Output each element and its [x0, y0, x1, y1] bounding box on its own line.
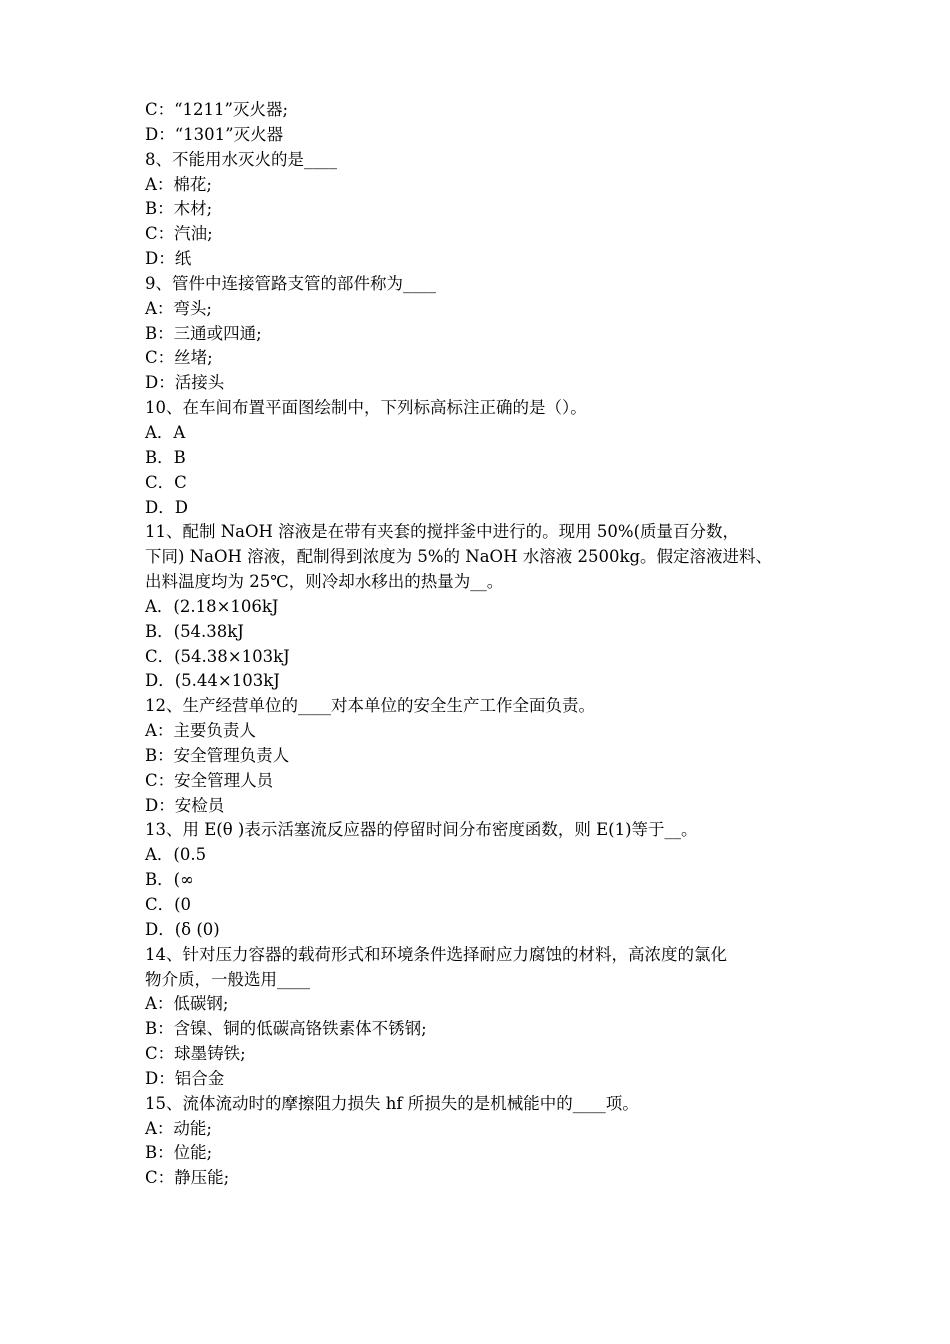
question-line: 13、用 E(θ )表示活塞流反应器的停留时间分布密度函数，则 E(1)等于__。 — [145, 820, 698, 840]
question-line: 14、针对压力容器的载荷形式和环境条件选择耐应力腐蚀的材料，高浓度的氯化 — [145, 944, 727, 964]
question-line: 出料温度均为 25℃，则冷却水移出的热量为__。 — [145, 572, 504, 592]
option-line: B：木材; — [145, 199, 213, 219]
option-line: D．(5.44×103kJ — [145, 671, 280, 691]
option-line: A．(0.5 — [145, 845, 207, 865]
question-line: 10、在车间布置平面图绘制中，下列标高标注正确的是（）。 — [145, 398, 587, 418]
option-line: C：“1211”灭火器; — [145, 100, 289, 119]
question-line: 8、不能用水灭火的是____ — [145, 149, 337, 169]
option-line: C．C — [145, 472, 187, 492]
option-line: D：安检员 — [145, 795, 225, 815]
option-line: D：铝合金 — [145, 1068, 225, 1088]
option-line: B．(54.38kJ — [145, 621, 244, 641]
option-line: C：丝堵; — [145, 348, 213, 368]
option-line: D：纸 — [145, 249, 192, 269]
question-line: 下同) NaOH 溶液，配制得到浓度为 5%的 NaOH 水溶液 2500kg。假定溶液进料、 — [145, 547, 773, 567]
option-line: A．A — [145, 422, 186, 442]
option-line: C．(0 — [145, 895, 192, 914]
option-line: C．(54.38×103kJ — [145, 646, 290, 666]
option-line: A．(2.18×106kJ — [145, 596, 279, 616]
option-line: B：含镍、铜的低碳高铬铁素体不锈钢; — [145, 1019, 427, 1039]
question-line: 12、生产经营单位的____对本单位的安全生产工作全面负责。 — [145, 696, 595, 716]
question-line: 11、配制 NaOH 溶液是在带有夹套的搅拌釜中进行的。现用 50%(质量百分数， — [145, 522, 740, 542]
option-line: A：低碳钢; — [145, 994, 229, 1014]
option-line: D．D — [145, 497, 188, 517]
option-line: B：位能; — [145, 1143, 213, 1163]
option-line: A：棉花; — [145, 174, 212, 194]
option-line: A：弯头; — [145, 298, 212, 318]
option-line: D：“1301”灭火器 — [145, 124, 284, 144]
document-body — [145, 98, 810, 1191]
option-line: A：主要负责人 — [145, 721, 256, 741]
question-line: 9、管件中连接管路支管的部件称为____ — [145, 273, 436, 293]
option-line: C：球墨铸铁; — [145, 1044, 246, 1064]
option-line: D．(δ (0) — [145, 919, 220, 939]
option-line: B．B — [145, 447, 186, 467]
option-line: C：安全管理人员 — [145, 770, 274, 790]
option-line: B：三通或四通; — [145, 323, 262, 343]
option-line: C：静压能; — [145, 1168, 230, 1188]
option-line: C：汽油; — [145, 224, 213, 244]
question-line: 15、流体流动时的摩擦阻力损失 hf 所损失的是机械能中的____项。 — [145, 1093, 639, 1113]
option-line: B．(∞ — [145, 870, 194, 890]
option-line: A：动能; — [145, 1118, 212, 1138]
question-line: 物介质，一般选用____ — [145, 969, 310, 989]
option-line: D：活接头 — [145, 373, 225, 393]
option-line: B：安全管理负责人 — [145, 745, 290, 765]
